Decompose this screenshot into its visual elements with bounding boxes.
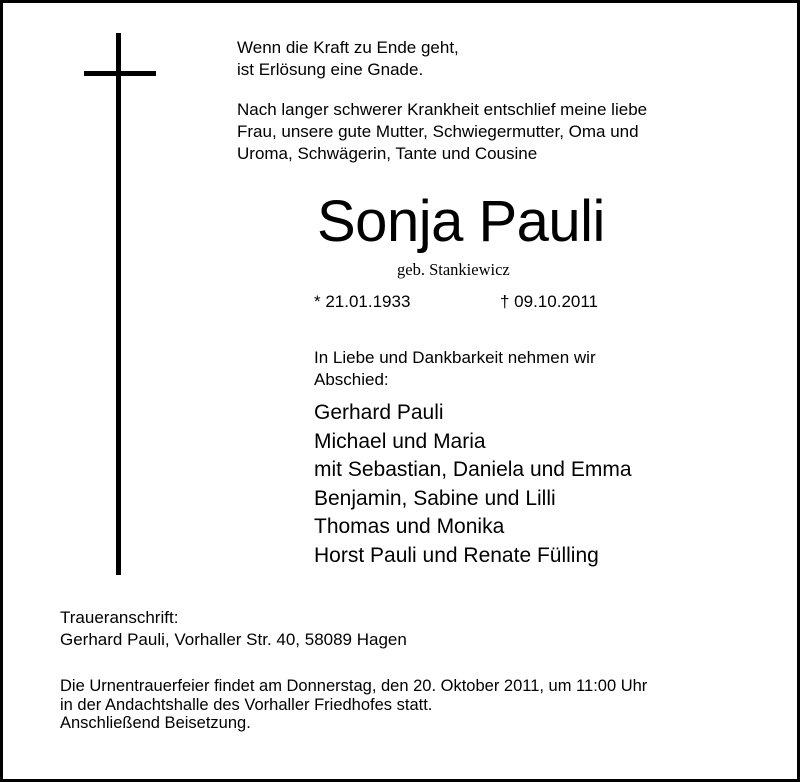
intro-line: Frau, unsere gute Mutter, Schwiegermutter, Oma und — [237, 122, 639, 141]
family-member: Michael und Maria — [314, 429, 486, 453]
family-list — [314, 399, 632, 570]
motto-line: Wenn die Kraft zu Ende geht, — [237, 38, 459, 57]
family-member: Benjamin, Sabine und Lilli — [314, 486, 556, 510]
ceremony-block — [60, 677, 647, 733]
motto — [237, 37, 459, 81]
family-member: Gerhard Pauli — [314, 401, 444, 424]
intro-line: Nach langer schwerer Krankheit entschlief meine liebe — [237, 100, 648, 119]
address-line: Gerhard Pauli, Vorhaller Str. 40, 58089 Hagen — [60, 630, 407, 649]
ceremony-line: Die Urnentrauerfeier findet am Donnerstag, den 20. Oktober 2011, um 11:00 Uhr — [60, 677, 648, 695]
cross-icon — [116, 33, 121, 575]
address-block — [60, 607, 407, 651]
motto-line: ist Erlösung eine Gnade. — [237, 60, 424, 79]
ceremony-line: Anschließend Beisetzung. — [60, 714, 251, 732]
deceased-name: Sonja Pauli — [317, 189, 605, 254]
farewell-text — [314, 347, 596, 391]
cross-icon-bar — [84, 71, 156, 76]
family-member: Horst Pauli und Renate Fülling — [314, 543, 599, 567]
farewell-line: In Liebe und Dankbarkeit nehmen wir — [314, 348, 596, 367]
intro-text — [237, 99, 647, 165]
ceremony-line: in der Andachtshalle des Vorhaller Friedhofes statt. — [60, 695, 433, 714]
address-label: Traueranschrift: — [60, 608, 179, 627]
family-member: Thomas und Monika — [314, 515, 505, 538]
birth-date: * 21.01.1933 — [314, 292, 411, 311]
farewell-line: Abschied: — [314, 370, 389, 389]
intro-line: Uroma, Schwägerin, Tante und Cousine — [237, 144, 538, 163]
family-member: mit Sebastian, Daniela und Emma — [314, 458, 632, 481]
death-date: † 09.10.2011 — [500, 292, 598, 311]
birth-name: geb. Stankiewicz — [397, 260, 510, 279]
